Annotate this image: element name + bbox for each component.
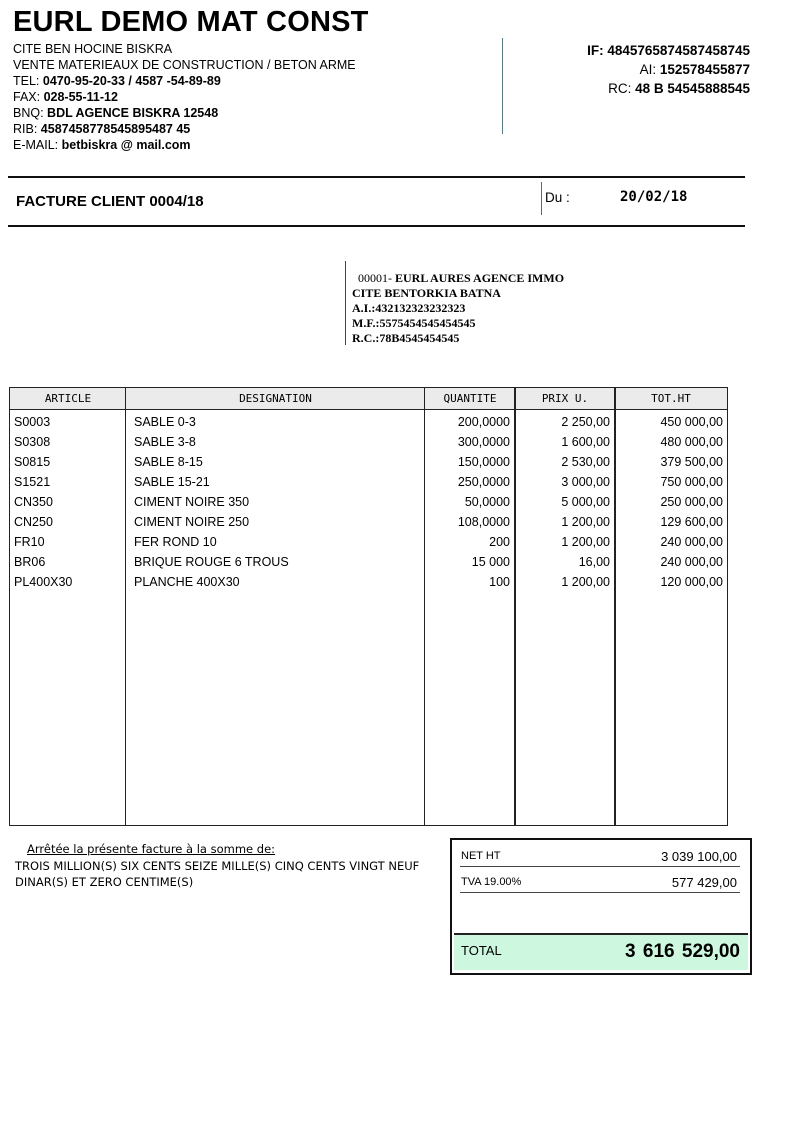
table-row (10, 453, 727, 473)
header-designation: DESIGNATION (239, 392, 312, 405)
total-cell: 450 000,00 (660, 415, 723, 429)
article-cell: S1521 (14, 475, 51, 489)
total-cell: 379 500,00 (660, 455, 723, 469)
designation-cell: SABLE 0-3 (134, 415, 196, 429)
article-cell: BR06 (14, 555, 46, 569)
total-cell: 240 000,00 (660, 535, 723, 549)
company-tel: TEL: 0470-95-20-33 / 4587 -54-89-89 (13, 74, 221, 88)
table-row (10, 413, 727, 433)
company-details (13, 41, 356, 153)
company-address: CITE BEN HOCINE BISKRA (13, 42, 173, 56)
article-cell: S0308 (14, 435, 51, 449)
company-activity: VENTE MATERIEAUX DE CONSTRUCTION / BETON ARME (13, 58, 356, 72)
article-cell: CN350 (14, 495, 53, 509)
company-name: EURL DEMO MAT CONST (13, 6, 369, 38)
company-email: E-MAIL: betbiskra @ mail.com (13, 138, 191, 152)
client-block (352, 271, 564, 346)
designation-cell: SABLE 8-15 (134, 455, 203, 469)
article-cell: FR10 (14, 535, 45, 549)
quantity-cell: 50,0000 (464, 495, 510, 509)
designation-cell: CIMENT NOIRE 350 (134, 495, 250, 509)
header-quantite: QUANTITE (443, 392, 497, 405)
company-rib: RIB: 4587458778545895487 45 (13, 122, 191, 136)
designation-cell: CIMENT NOIRE 250 (134, 515, 250, 529)
client-address: CITE BENTORKIA BATNA (352, 286, 501, 300)
header-prix-u: PRIX U. (541, 392, 589, 405)
header-divider (502, 38, 503, 134)
title-top-rule (8, 176, 745, 178)
quantity-cell: 250,0000 (457, 475, 510, 489)
client-rc: R.C.:78B4545454545 (352, 331, 460, 345)
company-bank: BNQ: BDL AGENCE BISKRA 12548 (13, 106, 219, 120)
table-row (10, 433, 727, 453)
tva-label: TVA 19.00% (461, 876, 522, 888)
designation-cell: SABLE 3-8 (134, 435, 196, 449)
company-identifiers (587, 41, 750, 98)
net-ht-label: NET HT (461, 850, 501, 862)
client-divider (345, 261, 346, 345)
totals-rule (460, 892, 740, 893)
company-fax: FAX: 028-55-11-12 (13, 90, 118, 104)
totals-box (450, 838, 752, 975)
client-code: 00001- (358, 271, 392, 285)
total-cell: 250 000,00 (660, 495, 723, 509)
total-cell: 750 000,00 (660, 475, 723, 489)
header-article: ARTICLE (44, 392, 92, 405)
total-label: TOTAL (461, 943, 502, 958)
net-ht-value: 3 039 100,00 (661, 849, 737, 864)
invoice-title: FACTURE CLIENT 0004/18 (16, 193, 204, 210)
table-row (10, 473, 727, 493)
unit-price-cell: 3 000,00 (561, 475, 610, 489)
client-ai: A.I.:432132323232323 (352, 301, 466, 315)
amount-in-words: TROIS MILLION(S) SIX CENTS SEIZE MILLE(S) CINQ CENTS VINGT NEUF DINAR(S) ET ZERO CENTIME(S) (15, 859, 420, 889)
amount-words-title: Arrêtée la présente facture à la somme de: (27, 842, 276, 856)
totals-rule (460, 866, 740, 867)
client-name: EURL AURES AGENCE IMMO (395, 271, 565, 285)
article-cell: S0003 (14, 415, 51, 429)
total-cell: 120 000,00 (660, 575, 723, 589)
table-row (10, 553, 727, 573)
table-row (10, 573, 727, 593)
designation-cell: BRIQUE ROUGE 6 TROUS (134, 555, 289, 569)
total-cell: 129 600,00 (660, 515, 723, 529)
quantity-cell: 200 (489, 535, 510, 549)
table-row (10, 513, 727, 533)
unit-price-cell: 1 600,00 (561, 435, 610, 449)
total-band (454, 933, 748, 970)
designation-cell: PLANCHE 400X30 (134, 575, 240, 589)
client-name-line (352, 271, 564, 286)
quantity-cell: 300,0000 (457, 435, 510, 449)
company-ai: AI: 152578455877 (639, 62, 750, 77)
quantity-cell: 15 000 (471, 555, 510, 569)
designation-cell: FER ROND 10 (134, 535, 217, 549)
title-bottom-rule (8, 225, 745, 227)
article-cell: CN250 (14, 515, 53, 529)
article-cell: S0815 (14, 455, 51, 469)
total-value: 3 616 529,00 (625, 941, 740, 962)
unit-price-cell: 2 250,00 (561, 415, 610, 429)
unit-price-cell: 2 530,00 (561, 455, 610, 469)
unit-price-cell: 5 000,00 (561, 495, 610, 509)
unit-price-cell: 1 200,00 (561, 515, 610, 529)
invoice-date: 20/02/18 (620, 189, 688, 205)
table-body (10, 413, 727, 593)
total-cell: 480 000,00 (660, 435, 723, 449)
quantity-cell: 108,0000 (457, 515, 510, 529)
unit-price-cell: 16,00 (578, 555, 610, 569)
table-row (10, 493, 727, 513)
date-label: Du : (545, 190, 570, 205)
company-if: IF: 4845765874587458745 (587, 43, 750, 58)
table-row (10, 533, 727, 553)
unit-price-cell: 1 200,00 (561, 575, 610, 589)
unit-price-cell: 1 200,00 (561, 535, 610, 549)
quantity-cell: 200,0000 (457, 415, 510, 429)
title-divider (541, 182, 542, 215)
quantity-cell: 150,0000 (457, 455, 510, 469)
tva-value: 577 429,00 (671, 875, 737, 890)
designation-cell: SABLE 15-21 (134, 475, 210, 489)
header-tot-ht: TOT.HT (651, 392, 691, 405)
total-cell: 240 000,00 (660, 555, 723, 569)
table-header (10, 388, 727, 410)
client-mf: M.F.:5575454545454545 (352, 316, 476, 330)
quantity-cell: 100 (489, 575, 510, 589)
company-rc: RC: 48 B 54545888545 (608, 81, 750, 96)
article-cell: PL400X30 (14, 575, 73, 589)
items-table (9, 387, 728, 826)
